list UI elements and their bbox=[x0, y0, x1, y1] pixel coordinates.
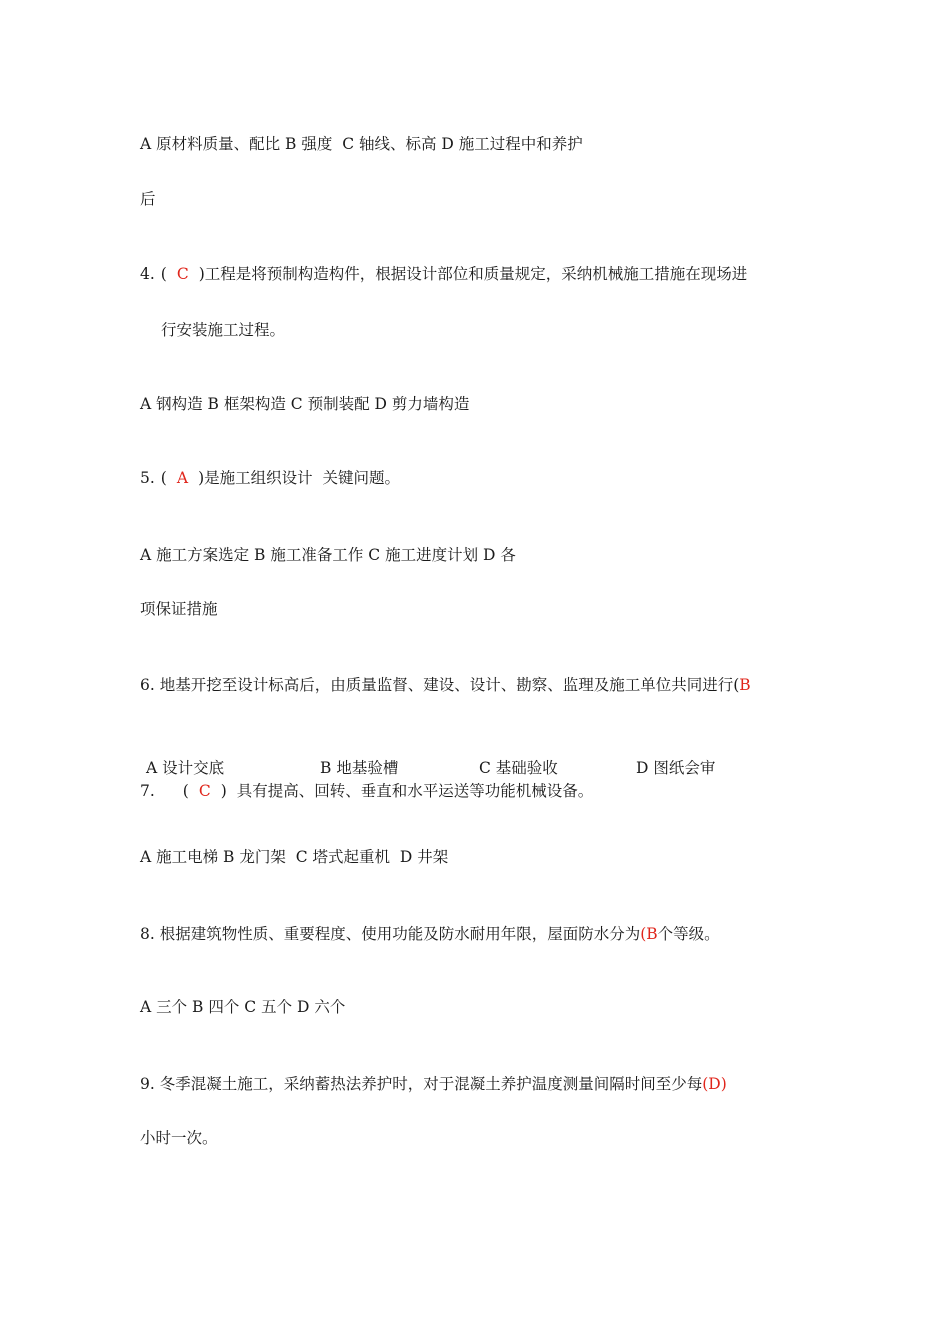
q3-options-line1: A 原材料质量、配比 B 强度 C 轴线、标高 D 施工过程中和养护 bbox=[140, 135, 583, 153]
q6-text: 6. 地基开挖至设计标高后，由质量监督、建设、设计、勘察、监理及施工单位共同进行( bbox=[140, 676, 740, 694]
q6-option-b: B 地基验槽 bbox=[320, 759, 399, 777]
q9-open-paren: ( bbox=[702, 1075, 709, 1093]
q5-open-paren: ( bbox=[160, 469, 167, 487]
q8-text-after: 个等级。 bbox=[657, 925, 720, 943]
q8-question bbox=[140, 924, 720, 944]
q8-options: A 三个 B 四个 C 五个 D 六个 bbox=[140, 998, 346, 1016]
q6-question bbox=[140, 675, 751, 695]
q5-options-line1: A 施工方案选定 B 施工准备工作 C 施工进度计划 D 各 bbox=[140, 546, 516, 564]
q4-question bbox=[140, 264, 747, 284]
q6-option-d: D 图纸会审 bbox=[636, 759, 716, 777]
q7-text: 具有提高、回转、垂直和水平运送等功能机械设备。 bbox=[236, 782, 594, 800]
q7-open-paren: ( bbox=[182, 782, 189, 800]
q4-number: 4. bbox=[140, 265, 155, 283]
q7-number: 7. bbox=[140, 782, 155, 800]
q4-options: A 钢构造 B 框架构造 C 预制装配 D 剪力墙构造 bbox=[140, 395, 470, 413]
q4-open-paren: ( bbox=[160, 265, 167, 283]
q5-text: 是施工组织设计 关键问题。 bbox=[204, 469, 400, 487]
q4-close-paren: ) bbox=[198, 265, 205, 283]
q7-answer: C bbox=[198, 782, 211, 800]
q9-question bbox=[140, 1074, 727, 1094]
q9-text: 9. 冬季混凝土施工，采纳蓄热法养护时，对于混凝土养护温度测量间隔时间至少每 bbox=[140, 1075, 703, 1093]
q7-options: A 施工电梯 B 龙门架 C 塔式起重机 D 井架 bbox=[140, 848, 449, 866]
q6-option-c: C 基础验收 bbox=[479, 759, 558, 777]
q5-close-paren: ) bbox=[198, 469, 205, 487]
q7-question bbox=[140, 781, 593, 801]
q8-answer: B bbox=[646, 925, 658, 943]
q8-open-paren: ( bbox=[640, 925, 647, 943]
q5-number: 5. bbox=[140, 469, 155, 487]
q9-answer: D bbox=[708, 1075, 721, 1093]
q5-question bbox=[140, 468, 400, 488]
q5-options-line2: 项保证措施 bbox=[140, 600, 218, 618]
q6-answer: B bbox=[739, 676, 751, 694]
q4-answer: C bbox=[176, 265, 189, 283]
q7-close-paren: ) bbox=[220, 782, 227, 800]
q4-text-line2: 行安装施工过程。 bbox=[161, 321, 286, 339]
q8-text: 8. 根据建筑物性质、重要程度、使用功能及防水耐用年限，屋面防水分为 bbox=[140, 925, 641, 943]
q9-close-paren: ) bbox=[720, 1075, 727, 1093]
q9-text-line2: 小时一次。 bbox=[140, 1129, 218, 1147]
q3-options-line2: 后 bbox=[140, 190, 156, 208]
q4-text-line1: 工程是将预制构造构件，根据设计部位和质量规定，采纳机械施工措施在现场进 bbox=[204, 265, 748, 283]
q5-answer: A bbox=[176, 469, 189, 487]
q6-option-a: A 设计交底 bbox=[146, 759, 225, 777]
